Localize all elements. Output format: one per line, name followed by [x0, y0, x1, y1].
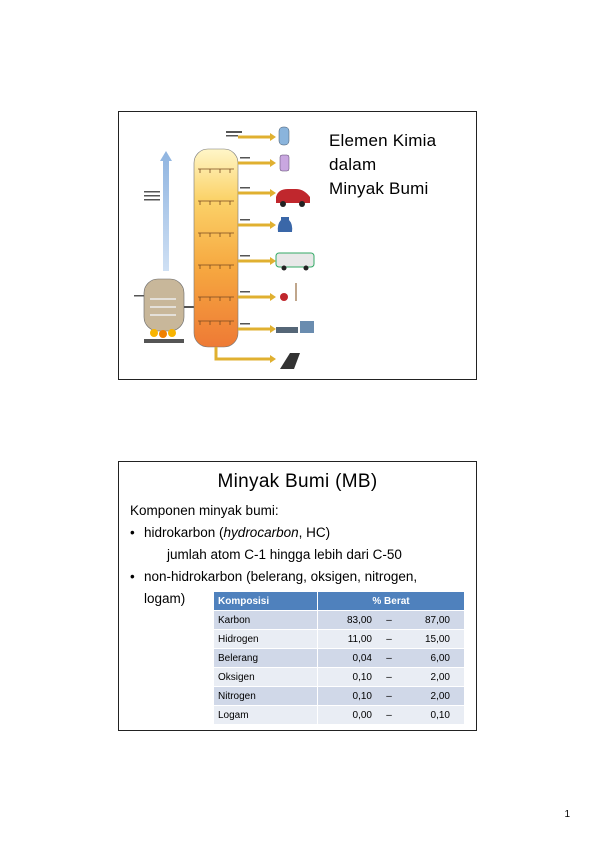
fractionating-column: [194, 149, 238, 347]
sub-line: jumlah atom C-1 hingga lebih dari C-50: [167, 547, 402, 562]
cell-dash: –: [376, 649, 402, 668]
candle-icon: [280, 293, 288, 301]
cell-dash: –: [376, 706, 402, 725]
fire-icon: [150, 329, 176, 338]
header-berat: % Berat: [318, 592, 465, 611]
cell-low: 11,00: [318, 630, 377, 649]
table-header-row: [214, 592, 464, 611]
cell-name: Karbon: [214, 611, 318, 630]
cell-dash: –: [376, 611, 402, 630]
cell-low: 83,00: [318, 611, 377, 630]
slide-2-title: Minyak Bumi (MB): [217, 471, 378, 492]
table-row: [214, 649, 464, 668]
bus-icon: [276, 253, 314, 267]
cell-low: 0,10: [318, 687, 377, 706]
cell-name: Oksigen: [214, 668, 318, 687]
table-row: [214, 630, 464, 649]
cell-name: Logam: [214, 706, 318, 725]
intro-text: Komponen minyak bumi:: [130, 503, 279, 518]
slide-2: [118, 461, 477, 731]
table-row: [214, 687, 464, 706]
cell-dash: –: [376, 668, 402, 687]
bullet-text-end: , HC): [298, 525, 331, 540]
bullet-non-hydrocarbon: [130, 566, 417, 588]
bullet-continuation: logam): [144, 591, 186, 606]
lamp-icon: [278, 217, 292, 232]
title-line: dalam: [329, 155, 377, 174]
cell-name: Nitrogen: [214, 687, 318, 706]
bullet-italic: hydrocarbon: [223, 525, 299, 540]
cell-low: 0,10: [318, 668, 377, 687]
table-row: [214, 668, 464, 687]
cell-high: 15,00: [402, 630, 464, 649]
cell-high: 87,00: [402, 611, 464, 630]
cell-high: 6,00: [402, 649, 464, 668]
composition-table: [214, 592, 464, 725]
header-komposisi: Komposisi: [214, 592, 318, 611]
title-line: Minyak Bumi: [329, 179, 429, 198]
cell-dash: –: [376, 687, 402, 706]
distillation-column-diagram: [130, 121, 325, 372]
bullet-dot: •: [130, 525, 135, 540]
slide-1-title: [329, 129, 436, 201]
page-number: 1: [564, 809, 570, 820]
cell-high: 0,10: [402, 706, 464, 725]
cell-dash: –: [376, 630, 402, 649]
ship-icon: [276, 327, 298, 333]
cell-high: 2,00: [402, 687, 464, 706]
table-row: [214, 706, 464, 725]
car-icon: [276, 189, 310, 203]
cell-name: Belerang: [214, 649, 318, 668]
slide-1: [118, 111, 477, 380]
table-row: [214, 611, 464, 630]
furnace: [144, 279, 184, 331]
factory-icon: [300, 321, 314, 333]
bullet-hydrocarbon: [130, 522, 417, 544]
cell-high: 2,00: [402, 668, 464, 687]
bullet-text: non-hidrokarbon (belerang, oksigen, nitrogen,: [144, 569, 418, 584]
cell-name: Hidrogen: [214, 630, 318, 649]
cell-low: 0,04: [318, 649, 377, 668]
bottle-icon: [280, 155, 289, 171]
bullet-text: hidrokarbon (: [144, 525, 224, 540]
title-line: Elemen Kimia: [329, 131, 437, 150]
vapor-arrow: [160, 151, 172, 271]
bullet-dot: •: [130, 569, 135, 584]
road-icon: [280, 353, 300, 369]
cell-low: 0,00: [318, 706, 377, 725]
gas-cylinder-icon: [279, 127, 289, 145]
